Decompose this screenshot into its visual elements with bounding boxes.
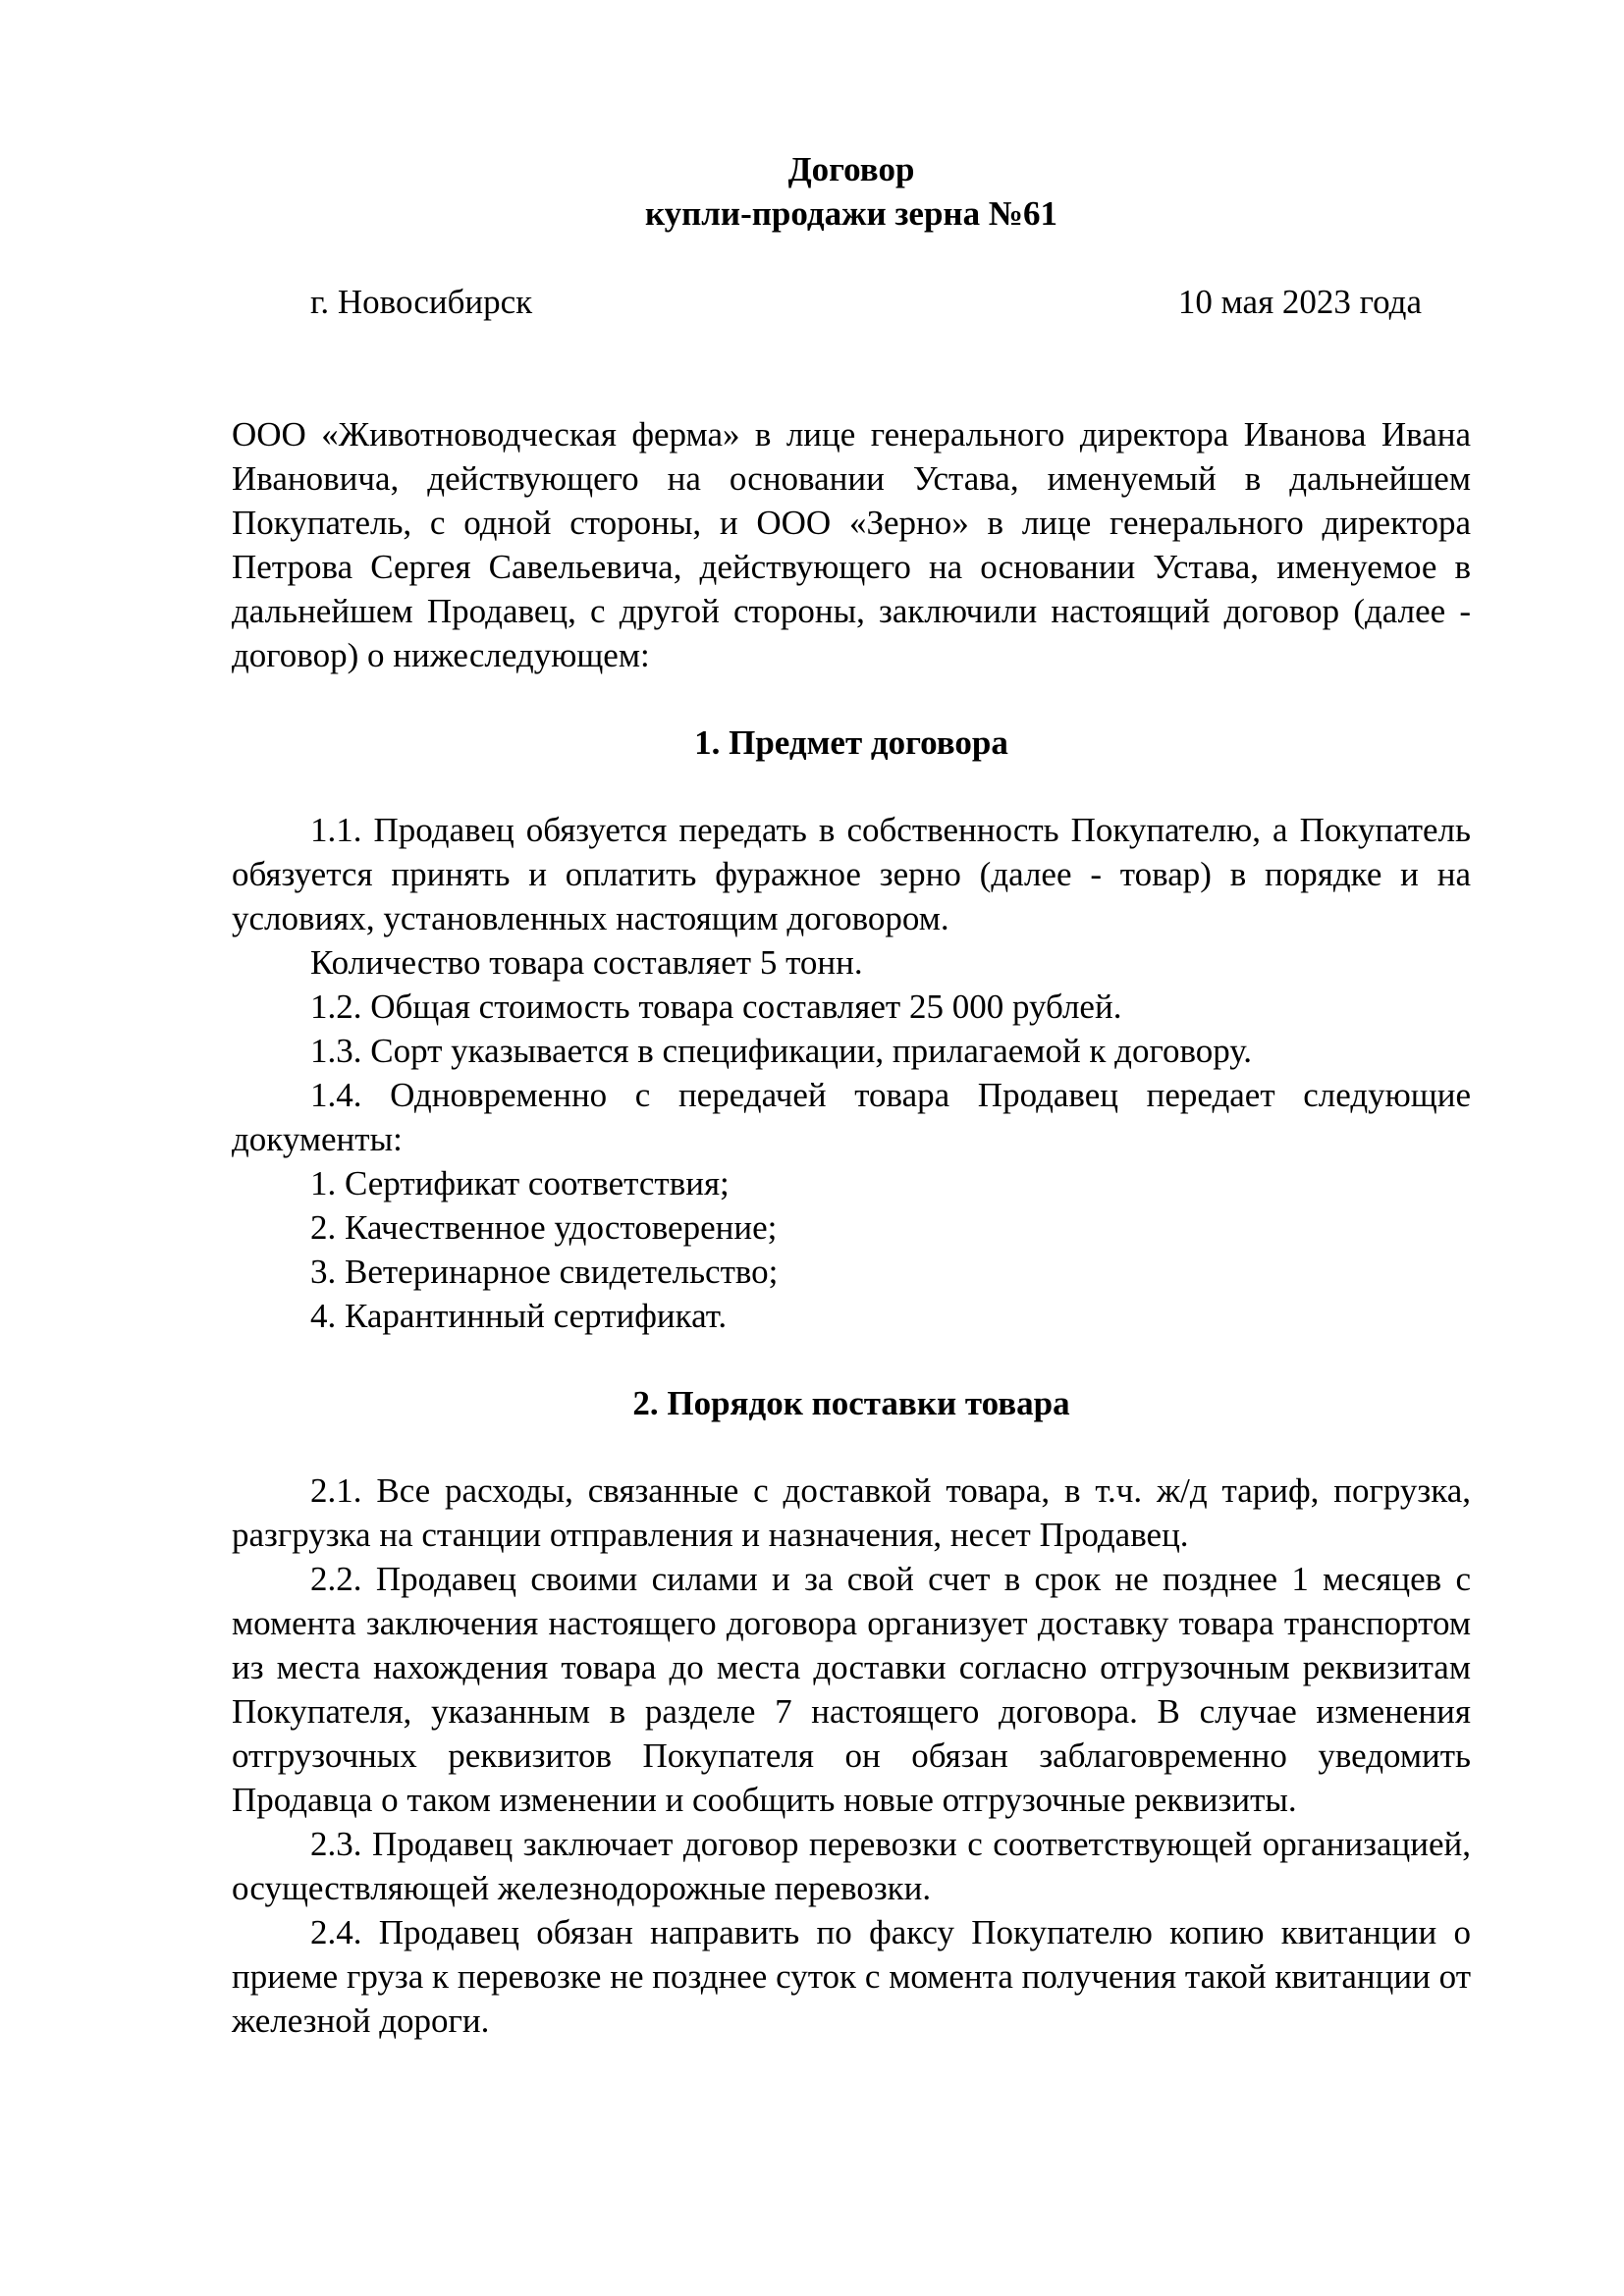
document-list-item: 4. Карантинный сертификат. xyxy=(310,1297,728,1335)
section-2-heading: 2. Порядок поставки товара xyxy=(632,1384,1070,1422)
title-line-1: Договор xyxy=(787,150,915,188)
document-list-item: 2. Качественное удостоверение; xyxy=(310,1208,778,1247)
clause-2-1: 2.1. Все расходы, связанные с доставкой товара, в т.ч. ж/д тариф, погрузка, разгрузка на станции отправления и назначения, несет Продавец. xyxy=(232,1471,1471,1554)
document-list-item: 3. Ветеринарное свидетельство; xyxy=(310,1253,779,1291)
clause-2-3: 2.3. Продавец заключает договор перевозки с соответствующей организацией, осуществляющей железнодорожные перевозки. xyxy=(232,1825,1471,1907)
title-line-2: купли-продажи зерна №61 xyxy=(644,194,1058,233)
clause-1-4: 1.4. Одновременно с передачей товара Продавец передает следующие документы: xyxy=(232,1076,1471,1158)
preamble: ООО «Животноводческая ферма» в лице генерального директора Иванова Ивана Ивановича, действующего на основании Устава, именуемый в дальнейшем Покупатель, с одной стороны, и ООО «Зерно» в лице генерального директора Петрова Сергея Савельевича, действующего на основании Устава, именуемое в дальнейшем Продавец, с другой стороны, заключили настоящий договор (далее - договор) о нижеследующем: xyxy=(232,415,1471,674)
contract-page xyxy=(232,147,1471,2043)
section-1-heading: 1. Предмет договора xyxy=(694,723,1008,762)
contract-title xyxy=(232,147,1471,236)
document-list-item: 1. Сертификат соответствия; xyxy=(310,1164,730,1202)
quantity-line: Количество товара составляет 5 тонн. xyxy=(310,943,863,982)
clause-1-3: 1.3. Сорт указывается в спецификации, прилагаемой к договору. xyxy=(310,1032,1253,1070)
clause-1-1: 1.1. Продавец обязуется передать в собственность Покупателю, а Покупатель обязуется принять и оплатить фуражное зерно (далее - товар) в порядке и на условиях, установленных настоящим договором. xyxy=(232,811,1471,937)
city: г. Новосибирск xyxy=(310,283,533,321)
place-date-row xyxy=(232,280,1471,324)
clause-1-2: 1.2. Общая стоимость товара составляет 25 000 рублей. xyxy=(310,988,1122,1026)
clause-2-4: 2.4. Продавец обязан направить по факсу Покупателю копию квитанции о приеме груза к перевозке не позднее суток с момента получения такой квитанции от железной дороги. xyxy=(232,1913,1471,2040)
contract-date: 10 мая 2023 года xyxy=(1177,283,1422,321)
clause-2-2: 2.2. Продавец своими силами и за свой счет в срок не позднее 1 месяцев с момента заключения настоящего договора организует доставку товара транспортом из места нахождения товара до места доставки согласно отгрузочным реквизитам Покупателя, указанным в разделе 7 настоящего договора. В случае изменения отгрузочных реквизитов Покупателя он обязан заблаговременно уведомить Продавца о таком изменении и сообщить новые отгрузочные реквизиты. xyxy=(232,1560,1471,1819)
